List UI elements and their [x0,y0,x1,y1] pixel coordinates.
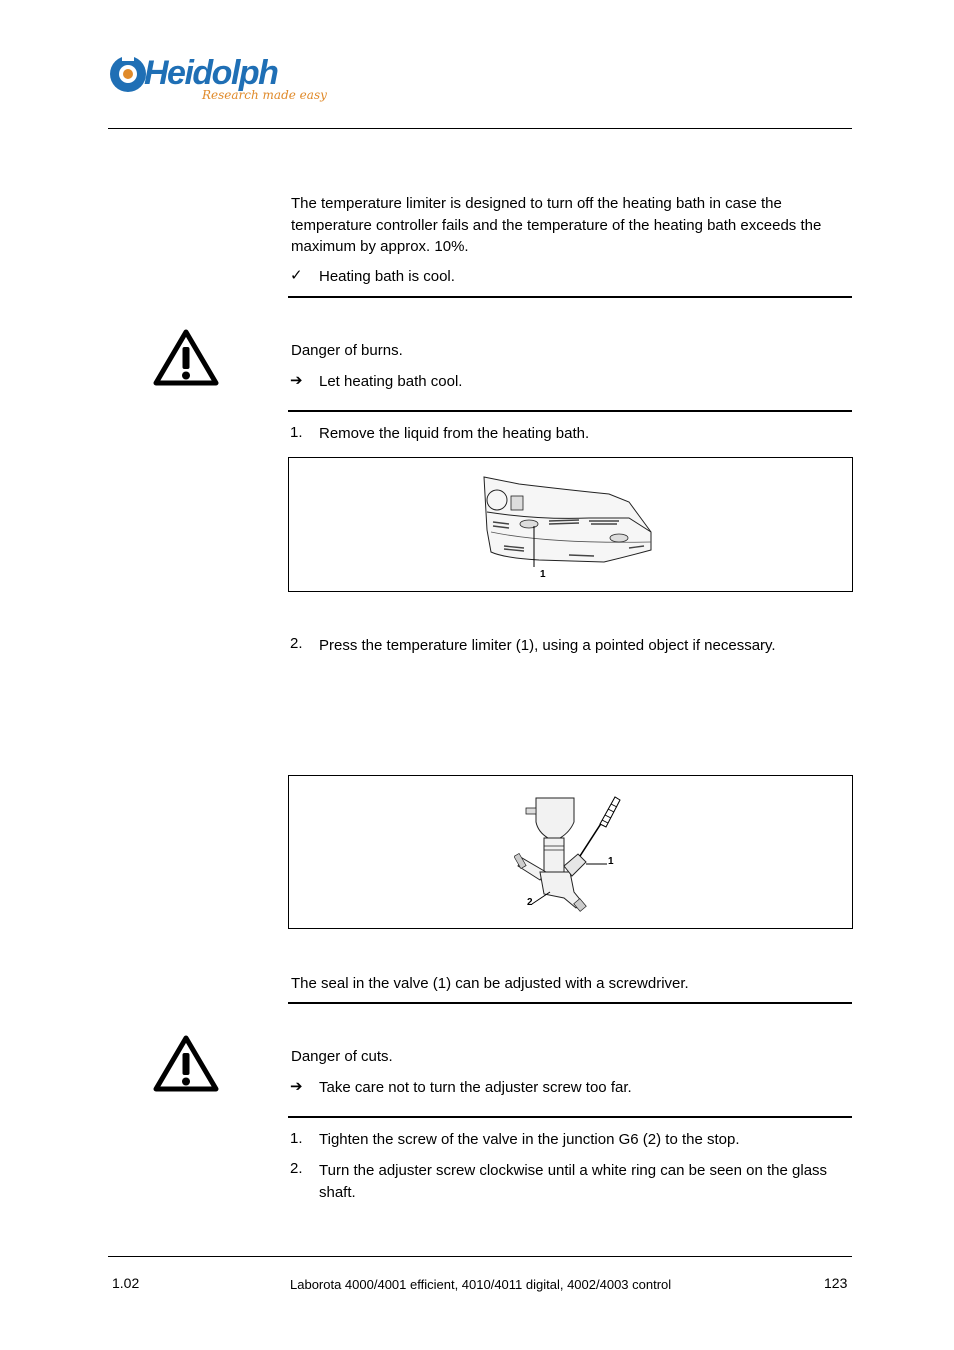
step-text: Tighten the screw of the valve in the junction G6 (2) to the stop. [319,1131,740,1148]
arrow-right-icon: ➔ [290,372,303,389]
footer-rule [108,1256,852,1257]
callout-label: 2 [527,897,533,908]
step-text: Press the temperature limiter (1), using a pointed object if necessary. [319,637,776,654]
heidolph-logo [108,50,328,114]
section2-intro: The seal in the valve (1) can be adjusted with a screwdriver. [291,975,689,992]
warning-action: Take care not to turn the adjuster screw too far. [319,1079,632,1096]
warning-text: Danger of burns. [291,342,403,359]
checkmark-icon: ✓ [290,267,303,284]
footer-title: Laborota 4000/4001 efficient, 4010/4011 digital, 4002/4003 control [290,1277,672,1292]
step-number: 1. [290,424,303,441]
page-number: 123 [824,1275,848,1291]
figure-valve [288,775,853,929]
warning-text: Danger of cuts. [291,1048,393,1065]
step-text: Turn the adjuster screw clockwise until a white ring can be seen on the glass shaft. [319,1162,828,1201]
section1-intro: The temperature limiter is designed to turn off the heating bath in case the temperature controller fails and the temperature of the heating bath exceeds the maximum by approx. 10%. [291,195,822,255]
footer-version: 1.02 [112,1275,140,1291]
callout-label: 1 [540,569,546,580]
divider [288,410,852,412]
warning-triangle-icon [152,1033,220,1098]
logo-tagline: Research made easy [202,88,327,102]
logo-brand: Heidolph [144,54,278,92]
divider [288,1116,852,1118]
figure-heating-bath [288,457,853,592]
precondition-text: Heating bath is cool. [319,268,455,285]
step-number: 2. [290,635,303,652]
callout-label: 1 [608,856,614,867]
arrow-right-icon: ➔ [290,1078,303,1095]
heating-bath-illustration [479,472,659,587]
divider [288,1002,852,1004]
header-rule [108,128,852,129]
warning-action: Let heating bath cool. [319,373,463,390]
step-text: Remove the liquid from the heating bath. [319,425,590,442]
divider [288,296,852,298]
step-number: 2. [290,1160,303,1177]
warning-triangle-icon [152,327,220,392]
step-number: 1. [290,1130,303,1147]
